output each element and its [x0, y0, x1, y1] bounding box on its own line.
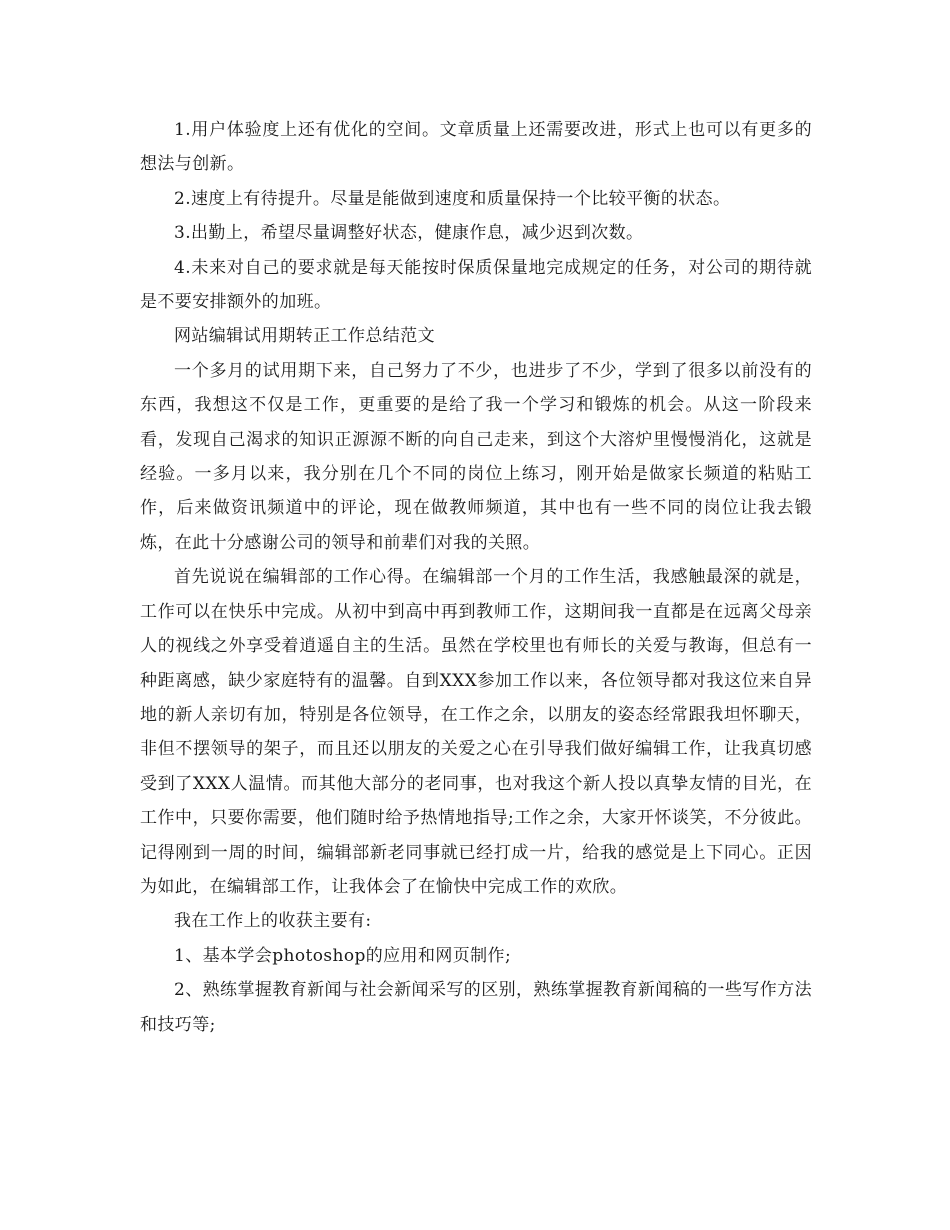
- document-body: [140, 113, 812, 1042]
- paragraph-trial-period: 一个多月的试用期下来，自己努力了不少，也进步了不少，学到了很多以前没有的东西，我想这不仅是工作，更重要的是给了我一个学习和锻炼的机会。从这一阶段来看，发现自己渴求的知识正源源不断的向自己走来，到这个大溶炉里慢慢消化，这就是经验。一多月以来，我分别在几个不同的岗位上练习，刚开始是做家长频道的粘贴工作，后来做资讯频道中的评论，现在做教师频道，其中也有一些不同的岗位让我去锻炼，在此十分感谢公司的领导和前辈们对我的关照。: [140, 360, 812, 553]
- paragraph-improve-speed: 2.速度上有待提升。尽量是能做到速度和质量保持一个比较平衡的状态。: [174, 188, 731, 209]
- paragraph-improve-experience: 1.用户体验度上还有优化的空间。文章质量上还需要改进，形式上也可以有更多的想法与创新。: [140, 120, 812, 175]
- section-title: 网站编辑试用期转正工作总结范文: [174, 326, 435, 347]
- paragraph-attendance: 3.出勤上，希望尽量调整好状态，健康作息，减少迟到次数。: [174, 223, 644, 244]
- list-item-photoshop: 1、基本学会photoshop的应用和网页制作;: [174, 945, 512, 966]
- paragraph-gains-heading: 我在工作上的收获主要有:: [174, 911, 372, 932]
- paragraph-future-expectations: 4.未来对自己的要求就是每天能按时保质保量地完成规定的任务，对公司的期待就是不要安排额外的加班。: [140, 257, 812, 313]
- list-item-news-writing: 2、熟练掌握教育新闻与社会新闻采写的区别，熟练掌握教育新闻稿的一些写作方法和技巧等;: [140, 980, 812, 1035]
- paragraph-editorial-experience: 首先说说在编辑部的工作心得。在编辑部一个月的工作生活，我感触最深的就是，工作可以在快乐中完成。从初中到高中再到教师工作，这期间我一直都是在远离父母亲人的视线之外享受着逍遥自主的生活。虽然在学校里也有师长的关爱与教诲，但总有一种距离感，缺少家庭特有的温馨。自到XXX参加工作以来，各位领导都对我这位来自异地的新人亲切有加，特别是各位领导，在工作之余，以朋友的姿态经常跟我坦怀聊天，非但不摆领导的架子，而且还以朋友的关爱之心在引导我们做好编辑工作，让我真切感受到了XXX人温情。而其他大部分的老同事，也对我这个新人投以真挚友情的目光，在工作中，只要你需要，他们随时给予热情地指导;工作之余，大家开怀谈笑，不分彼此。记得刚到一周的时间，编辑部新老同事就已经打成一片，给我的感觉是上下同心。正因为如此，在编辑部工作，让我体会了在愉快中完成工作的欢欣。: [140, 567, 812, 897]
